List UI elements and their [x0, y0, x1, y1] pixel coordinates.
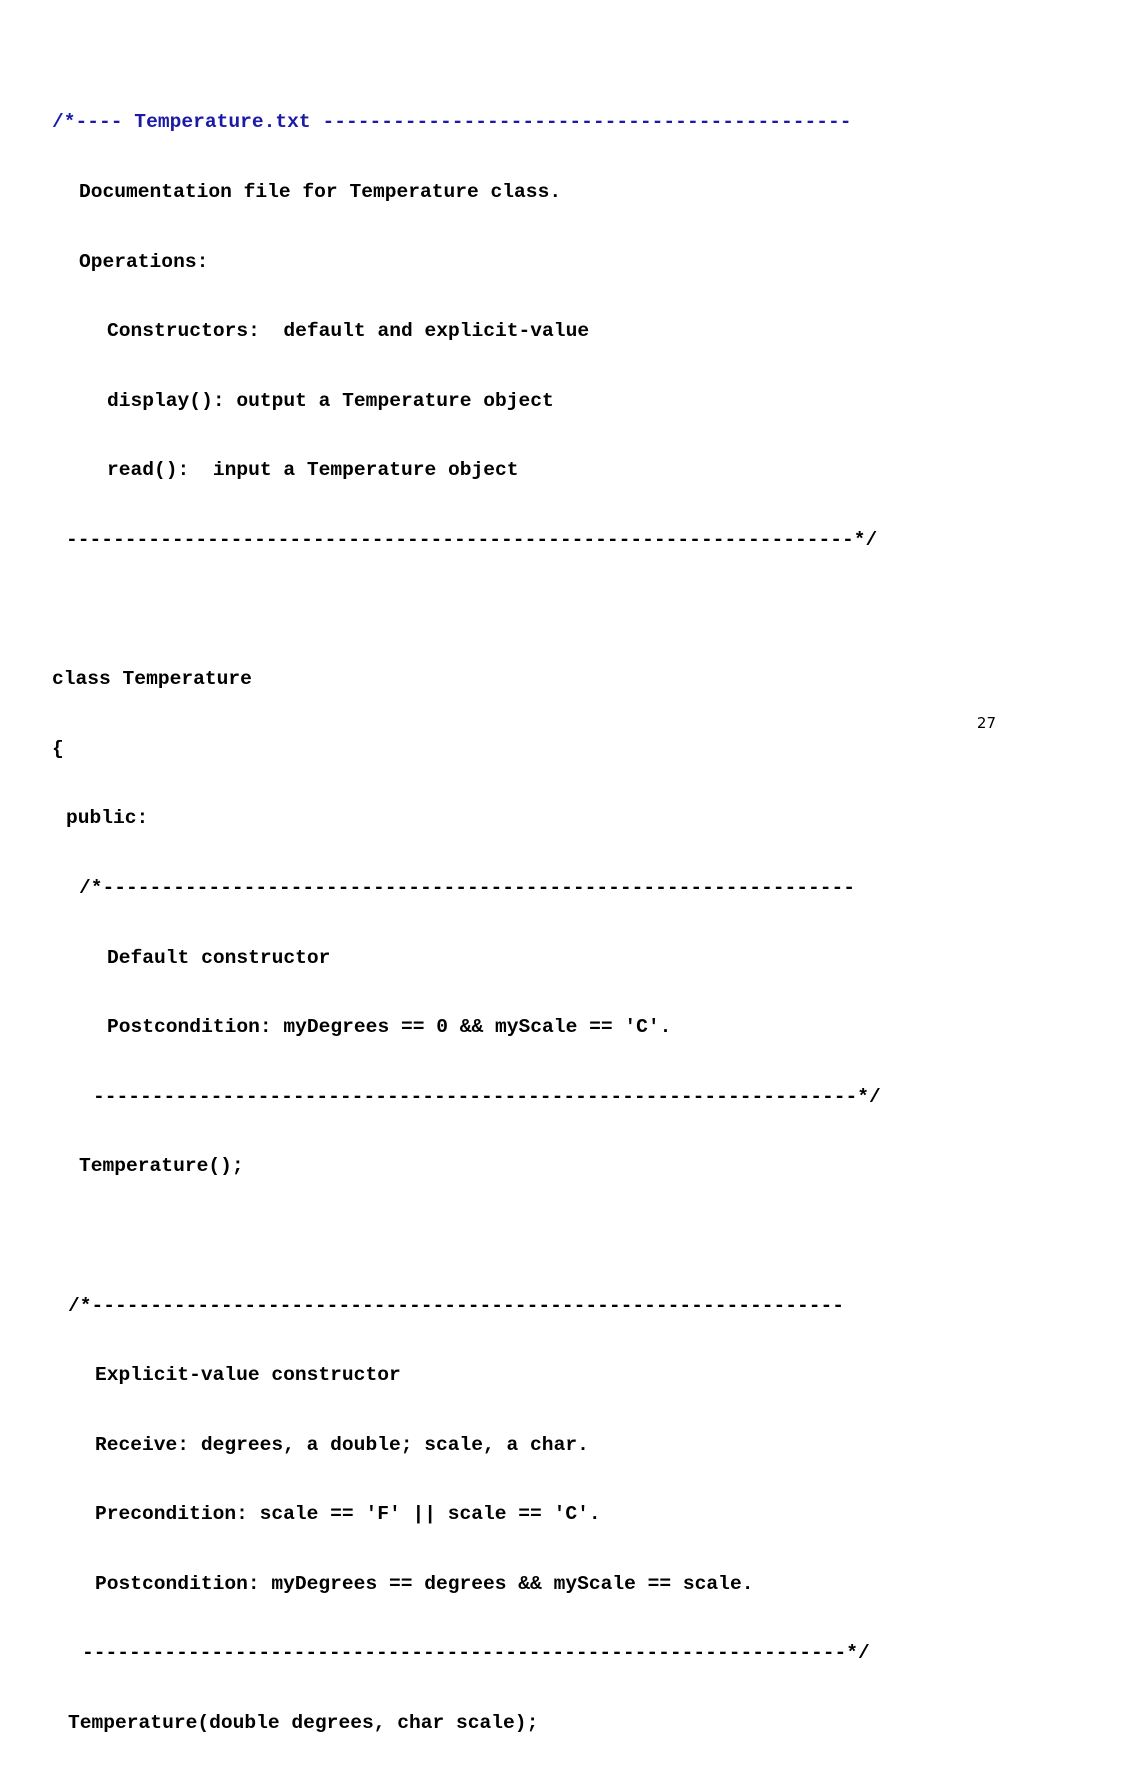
code-line-display: display(): output a Temperature object — [107, 389, 554, 412]
code-line-comment-close-2: -----------------------------------------------------------------*/ — [82, 1642, 870, 1665]
code-line-explicit-ctor: Explicit-value constructor — [95, 1364, 401, 1387]
code-line-explicit-postcondition: Postcondition: myDegrees == degrees && myScale == scale. — [95, 1572, 754, 1595]
code-line-constructors: Constructors: default and explicit-value — [107, 320, 590, 343]
code-line-doc-header: /*---- Temperature.txt --------------------------------------------- — [52, 111, 852, 134]
code-line-explicit-ctor-decl: Temperature(double degrees, char scale); — [68, 1712, 539, 1735]
code-line-doc-description: Documentation file for Temperature class. — [79, 181, 562, 203]
code-line-comment-close-1: -----------------------------------------------------------------*/ — [93, 1085, 881, 1108]
page-number: 27 — [976, 714, 996, 732]
code-line-public: public: — [66, 807, 149, 830]
code-line-default-ctor: Default constructor — [107, 946, 331, 969]
code-line-blank — [0, 599, 1024, 622]
code-line-default-postcondition: Postcondition: myDegrees == 0 && myScale == 'C'. — [107, 1016, 672, 1039]
code-line-precondition: Precondition: scale == 'F' || scale == 'C'. — [95, 1503, 601, 1526]
code-line-class-decl: class Temperature — [52, 668, 252, 691]
code-line-default-ctor-decl: Temperature(); — [79, 1155, 244, 1178]
code-line-comment-open-2: /*---------------------------------------------------------------- — [68, 1294, 845, 1317]
code-line-blank — [0, 1225, 1024, 1248]
code-line-operations: Operations: — [79, 250, 209, 273]
code-line-read: read(): input a Temperature object — [107, 459, 519, 482]
code-line-open-brace: { — [52, 737, 64, 760]
code-listing — [0, 65, 1024, 1782]
code-line-doc-footer: -------------------------------------------------------------------*/ — [66, 528, 878, 551]
code-line-comment-open-1: /*---------------------------------------------------------------- — [79, 876, 856, 899]
code-line-receive: Receive: degrees, a double; scale, a char. — [95, 1433, 589, 1456]
